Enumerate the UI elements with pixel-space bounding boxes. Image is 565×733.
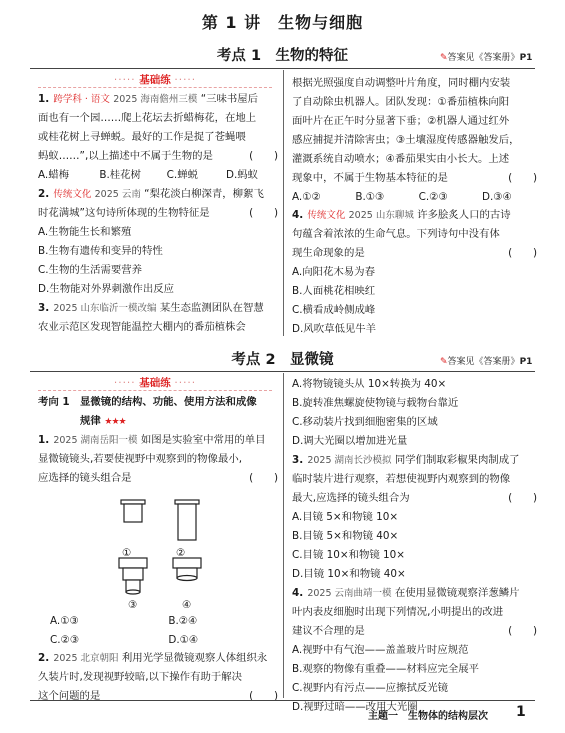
page-number: 1: [516, 704, 526, 720]
section1-top-rule: [30, 68, 535, 69]
option-c[interactable]: C.视野内有污点——应擦拭反光镜: [292, 682, 449, 694]
option-b[interactable]: B.②④: [168, 615, 198, 627]
question-s2-2: 2. 2025 北京朝阳 利用光学显微镜观察人体组织永 久装片时,发现视野较暗,以下操作有助于解决 这个问题的是 ( ): [38, 652, 278, 702]
option-c[interactable]: C.目镜 10×和物镜 10×: [292, 549, 405, 561]
direction-heading: 考向 1 显微镜的结构、功能、使用方法和成像 规律 ★★★: [38, 396, 257, 427]
option-c[interactable]: C.生物的生活需要营养: [38, 264, 143, 276]
option-d[interactable]: D.视野过暗——改用大光圈: [292, 701, 418, 713]
question-s1-3-continued: 根据光照强度自动调整叶片角度，同时棚内安装 了自动除虫机器人。团队发现：①番茄植株向阳 面叶片在正午时分显著下垂；②机器人通过红外 感应捕捉并清除害虫；③土壤湿度传感器触发后， 灌溉系统自动喷水；④番茄果实由小长大。上述 现象中，不属于生物基本特征的是 ( ) A.①② B.①③ C.②③ D.③④: [292, 74, 537, 207]
option-a[interactable]: A.①③: [50, 615, 79, 627]
lens-label-2: ②: [176, 547, 186, 559]
star-rating-icon: ★★★: [104, 417, 126, 427]
question-s1-4: 4. 传统文化 2025 山东聊城 许多脍炙人口的古诗 句蕴含着浓浓的生命气息。下列诗句中没有体 现生命现象的是 ( ) A.向阳花木易为春 B.人面桃花相映红 C.横看成岭侧成峰 D.风吹草低见牛羊: [292, 206, 537, 339]
pencil-icon: ✎: [440, 357, 448, 367]
section2-column-divider: [283, 373, 284, 698]
option-a[interactable]: A.向阳花木易为春: [292, 266, 375, 278]
drill-divider: [38, 87, 272, 88]
pencil-icon: ✎: [440, 53, 448, 63]
section1-drill-label: ····· 基础练 ·····: [113, 74, 197, 86]
section2-drill-label: ····· 基础练 ·····: [113, 377, 197, 389]
section1-column-divider: [283, 70, 284, 336]
section2-title: 考点 2 显微镜: [231, 352, 334, 368]
option-b[interactable]: B.旋转准焦螺旋使物镜与载物台靠近: [292, 397, 459, 409]
option-d[interactable]: D.③④: [481, 191, 512, 203]
option-c[interactable]: C.②③: [50, 634, 80, 646]
eyepiece-long-icon: [175, 500, 199, 540]
option-d[interactable]: D.调大光圈以增加进光量: [292, 435, 408, 447]
option-b[interactable]: B.观察的物像有重叠——材料应完全展平: [292, 663, 480, 675]
drill-divider: [38, 390, 272, 391]
option-c[interactable]: C.横看成岭侧成峰: [292, 304, 376, 316]
option-b[interactable]: B.人面桃花相映红: [292, 285, 376, 297]
section1-answer-ref[interactable]: ✎答案见《答案册》P1: [440, 53, 533, 63]
section2-top-rule: [30, 371, 535, 372]
option-c[interactable]: C.移动装片找到细胞密集的区域: [292, 416, 438, 428]
question-s2-4: 4. 2025 云南曲靖一模 在使用显微镜观察洋葱鳞片 叶内表皮细胞时出现下列情况,小明提出的改进 建议不合理的是 ( ) A.视野中有气泡——盖盖玻片时应规范 B.观察的物像有重叠——材料应完全展平 C.视野内有污点——应擦拭反光镜 D.视野过暗——改用大光圈: [292, 584, 537, 717]
option-a[interactable]: A.生物能生长和繁殖: [38, 226, 132, 238]
question-s1-1: 1. 跨学科 · 语文 2025 海南儋州三模 “三味书屋后 面也有一个园……爬上花坛去折蜡梅花，在地上 或桂花树上寻蝉蜕。最好的工作是捉了苍蝇喂 蚂蚁……”,以上描述中不属于生物的是 ( ) A.蜡梅 B.桂花树 C.蝉蜕 D.蚂蚁: [38, 90, 278, 185]
objective-long-icon: [119, 558, 147, 594]
lens-label-1: ①: [122, 547, 132, 559]
lesson-title: 第 1 讲 生物与细胞: [201, 13, 364, 32]
section1-title: 考点 1 生物的特征: [216, 48, 349, 64]
option-d[interactable]: D.目镜 10×和物镜 40×: [292, 568, 406, 580]
option-a[interactable]: A.将物镜镜头从 10×转换为 40×: [292, 378, 447, 390]
eyepiece-short-icon: [121, 500, 145, 522]
lens-label-4: ④: [182, 599, 192, 611]
footer-rule: [30, 700, 535, 701]
option-b[interactable]: B.桂花树: [99, 169, 141, 181]
question-s1-3: 3. 2025 山东临沂一模改编 某生态监测团队在智慧 农业示范区发现智能温控大棚内的番茄植株会: [38, 302, 264, 333]
question-s2-3: 3. 2025 湖南长沙模拟 同学们制取彩椒果肉制成了 临时装片进行观察，若想使视野内观察到的物像 最大,应选择的镜头组合为 ( ) A.目镜 5×和物镜 10× B.目镜 5×和物镜 40× C.目镜 10×和物镜 10× D.目镜 10×和物镜 40×: [292, 451, 537, 584]
option-b[interactable]: B.生物有遗传和变异的特性: [38, 245, 163, 257]
option-c[interactable]: C.蝉蜕: [166, 169, 198, 181]
option-d[interactable]: D.蚂蚁: [225, 169, 259, 181]
question-s2-1-options: [50, 612, 280, 650]
lens-label-3: ③: [128, 599, 138, 611]
option-d[interactable]: D.①④: [168, 634, 199, 646]
question-s1-2: 2. 传统文化 2025 云南 “梨花淡白柳深青，柳絮飞 时花满城”这句诗所体现的生物特征是 ( ) A.生物能生长和繁殖 B.生物有遗传和变异的特性 C.生物的生活需要营养 D.生物能对外界刺激作出反应: [38, 185, 278, 299]
option-b[interactable]: B.①③: [355, 191, 385, 203]
footer-topic: 主题一 生物体的结构层次: [368, 711, 488, 722]
option-b[interactable]: B.目镜 5×和物镜 40×: [292, 530, 399, 542]
option-a[interactable]: A.①②: [292, 191, 321, 203]
section2-answer-ref[interactable]: ✎答案见《答案册》P1: [440, 357, 533, 367]
option-a[interactable]: A.视野中有气泡——盖盖玻片时应规范: [292, 644, 469, 656]
option-d[interactable]: D.生物能对外界刺激作出反应: [38, 283, 174, 295]
question-s2-1: 1. 2025 湖南岳阳一模 如图是实验室中常用的单目 显微镜镜头,若要使视野中观察到的物像最小, 应选择的镜头组合是 ( ): [38, 434, 278, 484]
option-a[interactable]: A.蜡梅: [38, 169, 70, 181]
option-a[interactable]: A.目镜 5×和物镜 10×: [292, 511, 399, 523]
question-s2-2-options: [292, 375, 537, 451]
option-c[interactable]: C.②③: [418, 191, 448, 203]
option-d[interactable]: D.风吹草低见牛羊: [292, 323, 377, 335]
